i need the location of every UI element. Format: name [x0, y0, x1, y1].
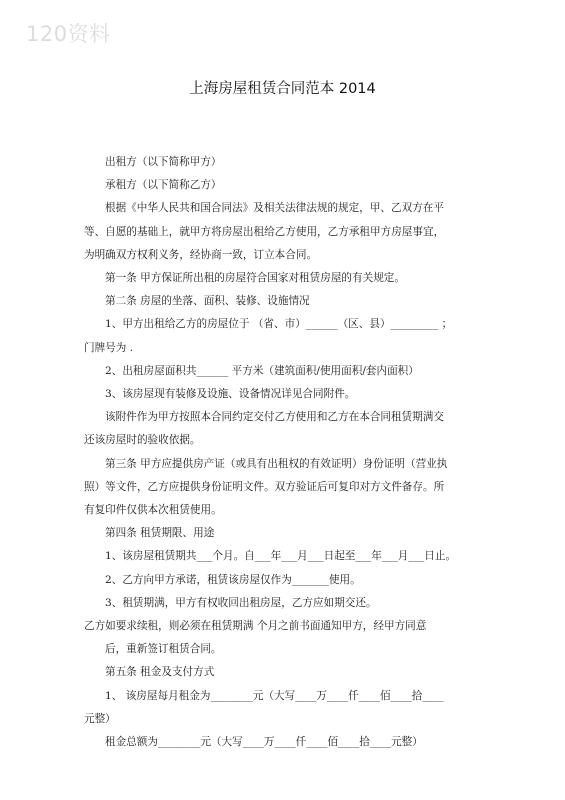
paragraph-line: 乙方如要求续租，则必须在租赁期满 个月之前书面通知甲方，经甲方同意 [84, 620, 427, 633]
party-a-line: 出租方（以下简称甲方） [105, 156, 222, 168]
article-heading: 第二条 房屋的坐落、面积、装修、设施情况 [105, 295, 310, 308]
paragraph-line: 该附件作为甲方按照本合同约定交付乙方使用和乙方在本合同租赁期满交 [105, 411, 444, 424]
clause-line: 2、出租房屋面积共______ 平方米（建筑面积/使用面积/套内面积） [105, 364, 419, 377]
paragraph-line: 门牌号为 . [84, 341, 134, 354]
contract-body [84, 151, 484, 754]
clause-line: 2、乙方向甲方承诺，租赁该房屋仅作为_______使用。 [105, 573, 361, 586]
clause-line: 租金总额为________元（大写____万____仟____佰____拾____元整） [105, 736, 423, 749]
article-heading: 第一条 甲方保证所出租的房屋符合国家对租赁房屋的有关规定。 [105, 272, 405, 285]
paragraph-line: 还该房屋时的验收依据。 [84, 434, 201, 447]
document-title: 上海房屋租赁合同范本 2014 [189, 81, 376, 97]
paragraph-line: 等、自愿的基础上，就甲方将房屋出租给乙方使用，乙方承租甲方房屋事宜， [84, 225, 445, 238]
paragraph-line: 照）等文件，乙方应提供身份证明文件。双方验证后可复印对方文件备存。所 [84, 480, 445, 493]
paragraph-line: 有复印件仅供本次租赁使用。 [84, 504, 222, 517]
article-heading: 第四条 租赁期限、用途 [105, 527, 215, 540]
paragraph-line: 根据《中华人民共和国合同法》及相关法律法规的规定，甲、乙双方在平 [105, 202, 444, 215]
clause-line: 1、甲方出租给乙方的房屋位于 （省、市）______（区、县）_________ ； [105, 318, 453, 331]
clause-line: 3、租赁期满，甲方有权收回出租房屋，乙方应如期交还。 [105, 596, 377, 609]
watermark-logo: 120资料 [26, 22, 111, 46]
clause-line: 1、该房屋租赁期共___个月。自___年___月___日起至___年___月___日止。 [105, 550, 457, 563]
paragraph-line: 元整） [84, 712, 116, 725]
paragraph-line: 后，重新签订租赁合同。 [105, 643, 222, 656]
clause-line: 1、 该房屋每月租金为________元（大写____万____仟____佰____拾____ [105, 689, 444, 702]
article-heading: 第五条 租金及支付方式 [105, 666, 215, 679]
party-b-line: 承租方（以下简称乙方） [105, 179, 222, 192]
clause-line: 3、该房屋现有装修及设施、设备情况详见合同附件。 [105, 388, 356, 401]
article-heading: 第三条 甲方应提供房产证（或具有出租权的有效证明）身份证明（营业执 [105, 457, 448, 470]
paragraph-line: 为明确双方权利义务，经协商一致，订立本合同。 [84, 248, 318, 261]
